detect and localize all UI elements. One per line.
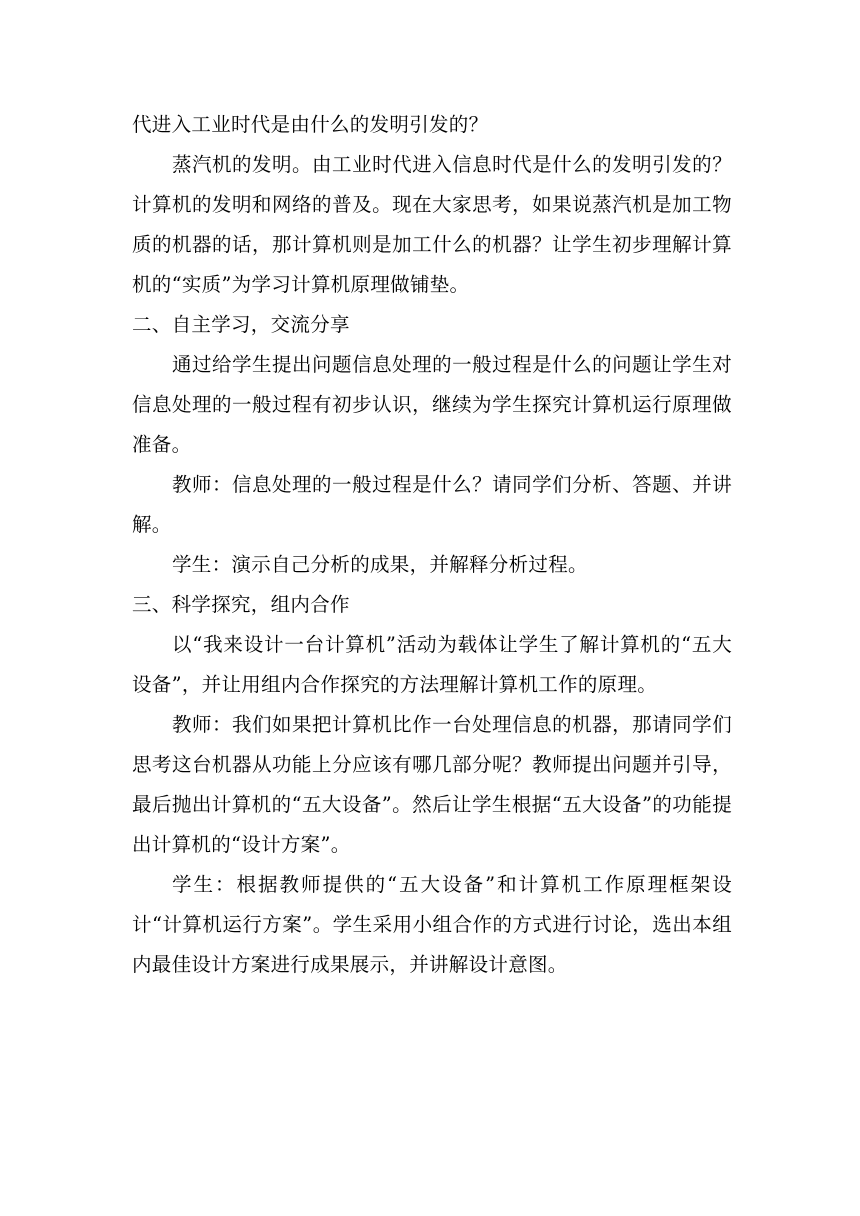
paragraph-continuation: 代进入工业时代是由什么的发明引发的？	[132, 113, 489, 136]
document-page	[132, 105, 732, 985]
paragraph-student-demo: 学生：演示自己分析的成果，并解释分析过程。	[172, 553, 588, 576]
paragraph-steam-engine: 蒸汽机的发明。由工业时代进入信息时代是什么的发明引发的？计算机的发明和网络的普及。现在大家思考，如果说蒸汽机是加工物质的机器的话，那计算机则是加工什么的机器？让学生初步理解计算机的“实质”为学习计算机原理做铺垫。	[132, 153, 732, 296]
paragraph-design-activity: 以“我来设计一台计算机”活动为载体让学生了解计算机的“五大设备”，并让用组内合作探究的方法理解计算机工作的原理。	[132, 633, 732, 696]
paragraph-teacher-question: 教师：信息处理的一般过程是什么？请同学们分析、答题、并讲解。	[132, 473, 732, 536]
section-heading-exploration: 三、科学探究，组内合作	[132, 593, 350, 616]
paragraph-information-process: 通过给学生提出问题信息处理的一般过程是什么的问题让学生对信息处理的一般过程有初步认识，继续为学生探究计算机运行原理做准备。	[132, 353, 732, 456]
paragraph-teacher-guidance: 教师：我们如果把计算机比作一台处理信息的机器，那请同学们思考这台机器从功能上分应该有哪几部分呢？教师提出问题并引导，最后抛出计算机的“五大设备”。然后让学生根据“五大设备”的功能提出计算机的“设计方案”。	[132, 713, 732, 856]
section-heading-self-study: 二、自主学习，交流分享	[132, 313, 350, 336]
paragraph-student-design: 学生：根据教师提供的“五大设备”和计算机工作原理框架设计“计算机运行方案”。学生采用小组合作的方式进行讨论，选出本组内最佳设计方案进行成果展示，并讲解设计意图。	[132, 873, 732, 976]
